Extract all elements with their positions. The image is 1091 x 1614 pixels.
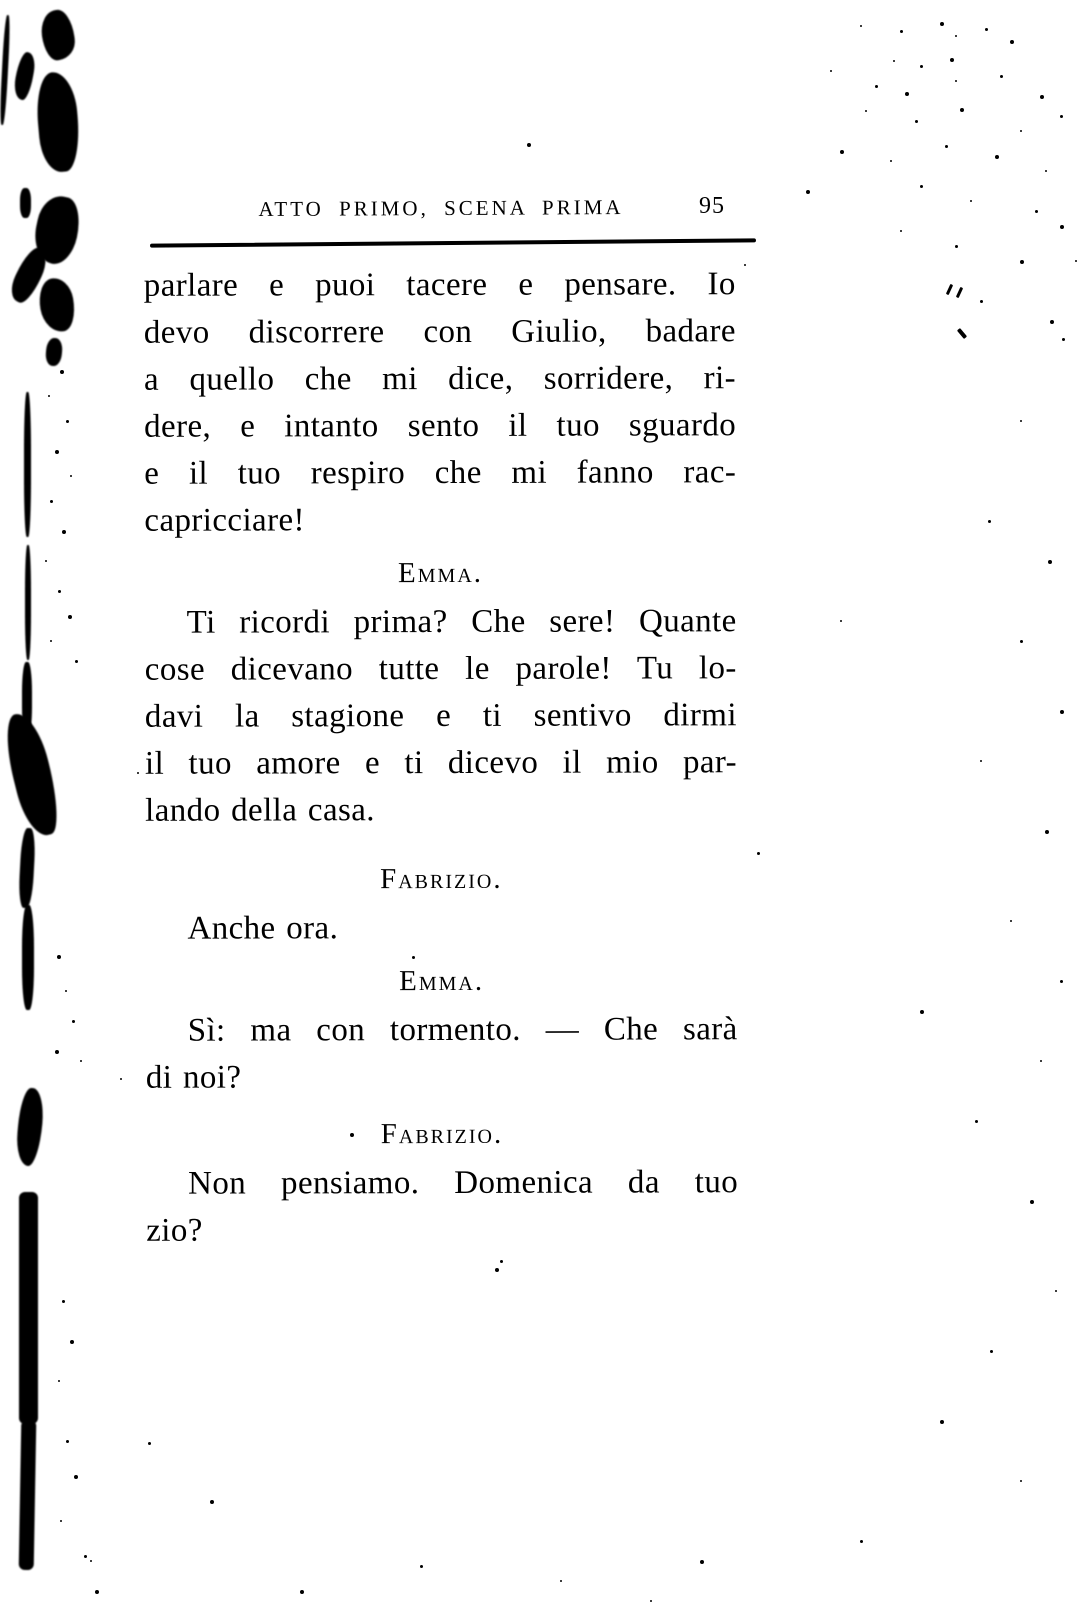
dialogue-line: il tuo amore e ti dicevo il mio par-: [144, 744, 738, 782]
scan-speckle: [1020, 130, 1022, 132]
scan-speckle: [840, 150, 844, 154]
scan-speckle: [980, 300, 983, 303]
binding-artifact: [45, 337, 63, 366]
scan-mark: [956, 287, 963, 298]
scan-speckle: [1060, 115, 1063, 118]
scan-speckle: [757, 852, 760, 855]
scan-speckle: [60, 370, 64, 374]
scan-speckle: [970, 200, 972, 202]
scan-speckle: [70, 475, 72, 477]
scan-speckle: [890, 160, 892, 162]
binding-artifact: [12, 51, 37, 101]
dialogue-line: cose dicevano tutte le parole! Tu lo-: [144, 650, 737, 688]
scan-speckle: [955, 35, 957, 37]
scan-speckle: [58, 1380, 60, 1382]
scan-speckle: [945, 145, 948, 148]
running-head: [145, 193, 737, 221]
scan-speckle: [495, 1268, 499, 1272]
page-number: 95: [699, 193, 725, 219]
scan-speckle: [560, 1580, 562, 1582]
binding-artifact: [20, 188, 31, 218]
scan-speckle: [950, 58, 954, 62]
scan-speckle: [70, 1340, 74, 1344]
scan-speckle: [955, 80, 957, 82]
scan-speckle: [55, 450, 59, 454]
scan-speckle: [893, 60, 895, 62]
scan-speckle: [920, 185, 923, 188]
scan-speckle: [700, 1560, 704, 1564]
speaker-heading-emma: Emma.: [399, 964, 485, 998]
scan-speckle: [148, 1442, 151, 1445]
dialogue-line: a quello che mi dice, sorridere, ri-: [143, 360, 737, 398]
scan-speckle: [900, 30, 903, 33]
scan-speckle: [68, 615, 72, 619]
scan-speckle: [66, 1440, 69, 1443]
scan-speckle: [985, 28, 988, 31]
dialogue-line: capricciare!: [144, 502, 305, 539]
scan-speckle: [955, 245, 958, 248]
scan-speckle: [1040, 95, 1044, 99]
scan-speckle: [1010, 40, 1014, 44]
scan-speckle: [860, 25, 862, 27]
binding-artifact: [29, 192, 84, 267]
scan-speckle: [806, 190, 810, 194]
scan-speckle: [1020, 1480, 1022, 1482]
scan-speckle: [900, 230, 902, 232]
scan-speckle: [48, 395, 50, 397]
scan-speckle: [45, 560, 47, 562]
dialogue-line: di noi?: [145, 1059, 242, 1096]
scan-speckle: [1075, 260, 1077, 262]
speaker-heading-fabrizio: Fabrizio.: [380, 862, 503, 896]
scan-speckle: [865, 110, 867, 112]
scan-speckle: [1020, 260, 1024, 264]
binding-artifact: [39, 8, 78, 62]
dialogue-line: lando della casa.: [145, 792, 375, 829]
scan-speckle: [84, 1555, 87, 1558]
speaker-heading-fabrizio: Fabrizio.: [380, 1117, 504, 1151]
dialogue-line: Ti ricordi prima? Che sere! Quante: [186, 603, 737, 641]
scan-speckle: [988, 520, 991, 523]
scan-speckle: [960, 108, 964, 112]
scan-speckle: [80, 1060, 82, 1062]
scan-speckle: [915, 120, 918, 123]
scan-speckle: [62, 1300, 65, 1303]
scan-speckle: [52, 350, 55, 353]
scan-speckle: [1060, 225, 1064, 229]
scan-speckle: [1045, 830, 1049, 834]
scan-speckle: [1048, 560, 1052, 564]
dialogue-line: Anche ora.: [187, 910, 339, 947]
scan-speckle: [975, 1120, 978, 1123]
dialogue-line: devo discorrere con Giulio, badare: [143, 313, 736, 351]
binding-artifact: [25, 545, 31, 660]
scan-mark: [957, 328, 967, 339]
scan-speckle: [1020, 640, 1023, 643]
binding-artifact: [18, 828, 36, 909]
scan-speckle: [875, 85, 878, 88]
scan-speckle: [1060, 710, 1064, 714]
scan-speckle: [920, 1010, 924, 1014]
scan-speckle: [1050, 320, 1054, 324]
scan-speckle: [940, 22, 944, 26]
scan-speckle: [1010, 920, 1012, 922]
dialogue-line: parlare e puoi tacere e pensare. Io: [143, 266, 736, 304]
dialogue-line: e il tuo respiro che mi fanno rac-: [144, 454, 737, 492]
scan-speckle: [72, 1020, 75, 1023]
binding-artifact: [19, 1192, 38, 1424]
scan-speckle: [920, 65, 923, 68]
chapter-heading: ATTO PRIMO, SCENA PRIMA: [258, 195, 624, 221]
scan-speckle: [1062, 338, 1065, 341]
scan-speckle: [1035, 210, 1038, 213]
scan-speckle: [120, 1078, 122, 1080]
scan-speckle: [650, 1600, 652, 1602]
binding-artifact: [22, 662, 32, 737]
speaker-heading-emma: Emma.: [397, 556, 484, 590]
scan-speckle: [990, 1350, 993, 1353]
binding-artifact: [24, 392, 31, 537]
scan-speckle: [50, 500, 53, 503]
scan-speckle: [995, 155, 999, 159]
scan-speckle: [1000, 75, 1003, 78]
dialogue-line: davi la stagione e ti sentivo dirmi: [144, 697, 737, 735]
binding-artifact: [36, 275, 79, 334]
scan-speckle: [527, 143, 531, 147]
dialogue-line: Non pensiamo. Domenica da tuo: [188, 1164, 739, 1202]
scan-speckle: [137, 772, 139, 774]
scan-speckle: [74, 1475, 78, 1479]
scan-speckle: [210, 1500, 214, 1504]
scan-speckle: [66, 420, 69, 423]
binding-artifact: [0, 709, 66, 839]
scan-speckle: [300, 1590, 304, 1594]
scan-speckle: [1060, 980, 1063, 983]
dialogue-line: zio?: [146, 1212, 203, 1249]
scan-speckle: [58, 590, 61, 593]
scan-speckle: [90, 1560, 92, 1562]
scan-speckle: [62, 530, 66, 534]
scan-mark: [946, 284, 953, 295]
scan-speckle: [75, 660, 78, 663]
scan-speckle: [1020, 420, 1022, 422]
scan-speckle: [1055, 1290, 1057, 1292]
scan-speckle: [1040, 1060, 1042, 1062]
scan-speckle: [840, 620, 842, 622]
dialogue-line: Sì: ma con tormento. — Che sarà: [187, 1011, 738, 1049]
binding-artifact: [19, 1420, 37, 1570]
binding-artifact: [15, 1087, 46, 1167]
binding-artifact: [34, 70, 83, 173]
dialogue-line: dere, e intanto sento il tuo sguardo: [144, 407, 737, 445]
scan-speckle: [420, 1565, 423, 1568]
scan-speckle: [65, 990, 67, 992]
scan-speckle: [940, 1420, 944, 1424]
scan-speckle: [55, 1050, 59, 1054]
scan-speckle: [744, 264, 746, 266]
scan-speckle: [830, 70, 832, 72]
scan-speckle: [60, 1520, 62, 1522]
scan-speckle: [95, 1590, 99, 1594]
scan-speckle: [57, 955, 61, 959]
scan-speckle: [500, 1260, 503, 1263]
scan-speckle: [860, 1540, 863, 1543]
binding-artifact: [6, 244, 52, 307]
scan-speckle: [1045, 170, 1047, 172]
header-rule: [150, 238, 756, 247]
binding-artifact: [0, 15, 11, 125]
scan-speckle: [50, 640, 52, 642]
scan-speckle: [905, 92, 909, 96]
scan-speckle: [980, 760, 982, 762]
binding-artifact: [22, 905, 34, 1010]
text-column: [144, 261, 739, 1255]
scan-speckle: [1030, 1200, 1034, 1204]
